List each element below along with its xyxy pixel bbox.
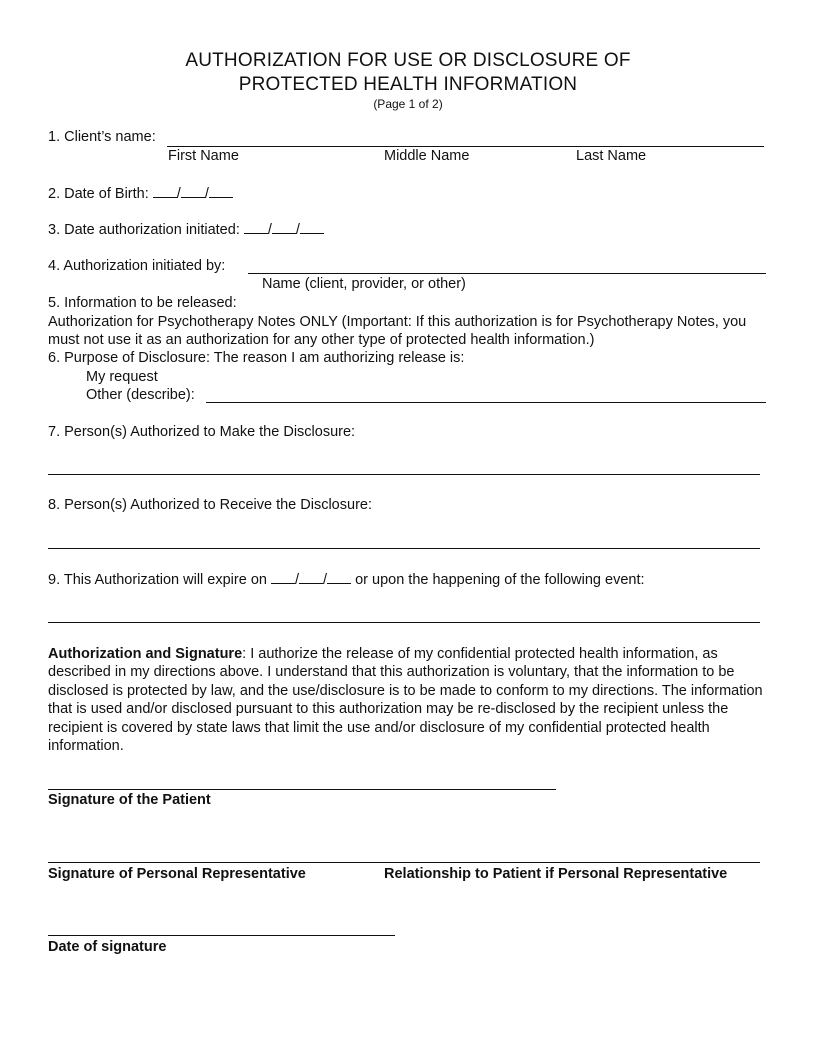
expiration-row: 9. This Authorization will expire on / / or upon the happening of the following event: — [48, 572, 645, 588]
initiated-by-caption: Name (client, provider, or other) — [262, 276, 466, 292]
patient-signature-line[interactable] — [48, 789, 556, 790]
authorization-text: : I authorize the release of my confidential protected health information, as described in my directions above. I understand that this authorization is voluntary, that the information to be disclosed is protected by law, and the use/disclosure is to be made to conform to my directions. The information that is used and/or disclosed pursuant to this authorization may be re-disclosed by the recipient unless the recipient is covered by state laws that limit the use and/or disclosure of my confidential protected health information. — [48, 646, 763, 755]
client-name-field[interactable] — [167, 146, 764, 147]
date-of-signature-label: Date of signature — [48, 939, 167, 955]
authorization-paragraph — [48, 645, 770, 755]
first-name-caption: First Name — [168, 148, 239, 164]
date-of-birth-label: 2. Date of Birth: — [48, 186, 149, 202]
document-title-line1: AUTHORIZATION FOR USE OR DISCLOSURE OF — [185, 50, 631, 71]
expiration-label: 9. This Authorization will expire on — [48, 572, 267, 588]
date-initiated-row: 3. Date authorization initiated: / / — [48, 221, 324, 238]
date-of-birth-row: 2. Date of Birth: / / — [48, 185, 233, 202]
purpose-other-field[interactable] — [206, 402, 766, 403]
purpose-other-option[interactable]: Other (describe): — [86, 387, 195, 403]
persons-receive-label: 8. Person(s) Authorized to Receive the Disclosure: — [48, 497, 372, 513]
date-of-signature-line[interactable] — [48, 935, 395, 936]
initiated-day-field[interactable] — [272, 221, 296, 234]
expire-day-field[interactable] — [299, 571, 323, 584]
representative-signature-line[interactable] — [48, 862, 760, 863]
expire-month-field[interactable] — [271, 571, 295, 584]
relationship-label: Relationship to Patient if Personal Representative — [384, 866, 728, 882]
expire-year-field[interactable] — [327, 571, 351, 584]
dob-day-field[interactable] — [181, 185, 205, 198]
patient-signature-label: Signature of the Patient — [48, 792, 211, 808]
dob-month-field[interactable] — [153, 185, 177, 198]
psychotherapy-notes-option[interactable]: Authorization for Psychotherapy Notes ONLY (Important: If this authorization is for Psychotherapy Notes, you must not use it as an authorization for any other type of protected health information.) — [48, 314, 747, 349]
representative-signature-label: Signature of Personal Representative — [48, 866, 306, 882]
initiated-year-field[interactable] — [300, 221, 324, 234]
persons-make-field[interactable] — [48, 474, 760, 475]
page-number: (Page 1 of 2) — [373, 97, 443, 111]
expiration-event-field[interactable] — [48, 622, 760, 623]
purpose-my-request-option[interactable]: My request — [86, 369, 158, 385]
persons-make-label: 7. Person(s) Authorized to Make the Disclosure: — [48, 424, 356, 440]
document-title-line2: PROTECTED HEALTH INFORMATION — [238, 74, 578, 95]
info-released-label: 5. Information to be released: — [48, 295, 237, 311]
persons-receive-field[interactable] — [48, 548, 760, 549]
expiration-event-label: or upon the happening of the following event: — [355, 572, 645, 588]
authorization-heading: Authorization and Signature — [48, 646, 243, 662]
dob-year-field[interactable] — [209, 185, 233, 198]
initiated-month-field[interactable] — [244, 221, 268, 234]
initiated-by-label: 4. Authorization initiated by: — [48, 258, 226, 274]
client-name-label: 1. Client’s name: — [48, 129, 156, 145]
middle-name-caption: Middle Name — [384, 148, 470, 164]
initiated-by-field[interactable] — [248, 273, 766, 274]
date-initiated-label: 3. Date authorization initiated: — [48, 222, 240, 238]
purpose-label: 6. Purpose of Disclosure: The reason I am authorizing release is: — [48, 350, 465, 366]
last-name-caption: Last Name — [576, 148, 647, 164]
